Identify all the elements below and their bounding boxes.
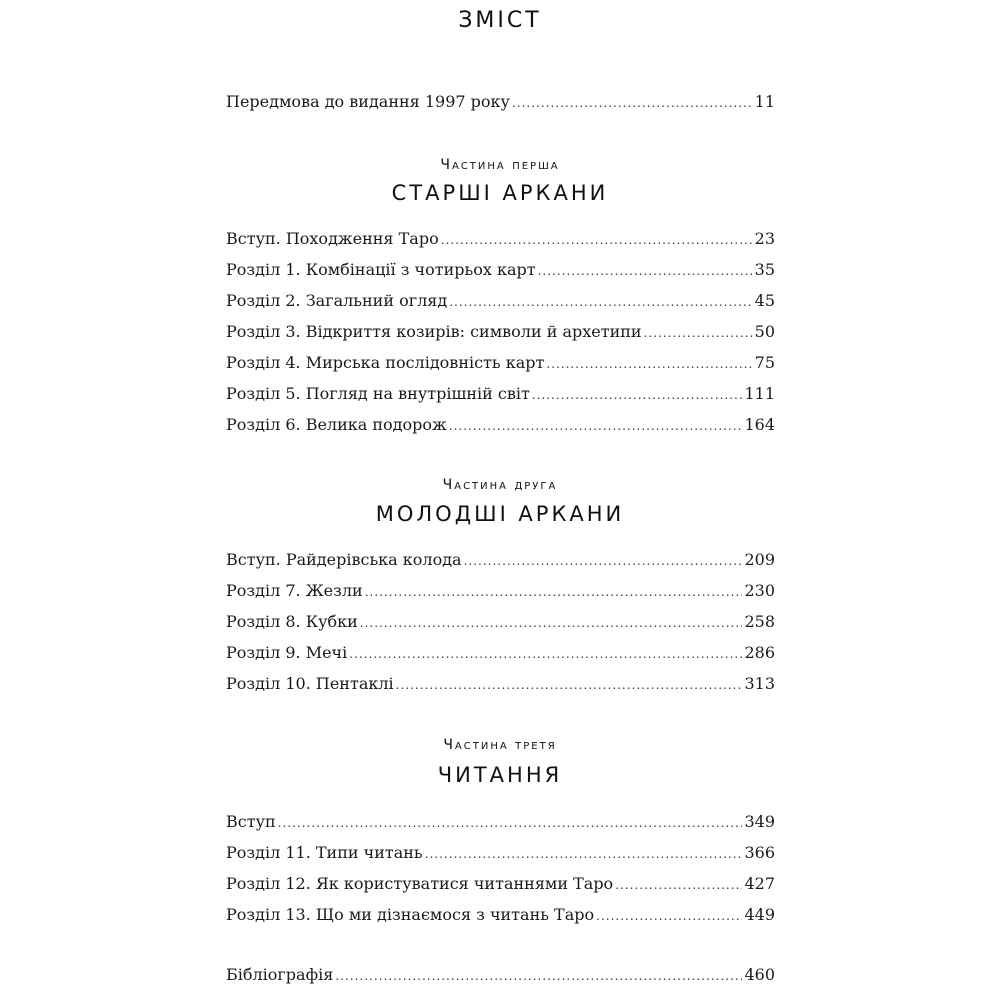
toc-entry[interactable] — [226, 291, 775, 315]
entry-page-number: 427 — [744, 874, 775, 893]
toc-entry[interactable] — [226, 229, 775, 253]
dot-leader — [512, 96, 753, 110]
entry-label: Розділ 6. Велика подорож — [226, 415, 447, 434]
entry-page-number: 460 — [744, 965, 775, 984]
part-title: МОЛОДШІ АРКАНИ — [375, 502, 625, 526]
dot-leader — [349, 647, 742, 661]
entry-label: Розділ 9. Мечі — [226, 643, 348, 662]
dot-leader — [464, 554, 743, 568]
dot-leader — [278, 816, 743, 830]
entry-page-number: 11 — [754, 92, 775, 111]
dot-leader — [449, 419, 743, 433]
entry-page-number: 258 — [744, 612, 775, 631]
entry-label: Розділ 11. Типи читань — [226, 843, 423, 862]
part-title: СТАРШІ АРКАНИ — [391, 181, 609, 205]
entry-page-number: 45 — [754, 291, 775, 310]
entry-page-number: 313 — [744, 674, 775, 693]
entry-page-number: 230 — [744, 581, 775, 600]
dot-leader — [441, 233, 753, 247]
toc-entry[interactable] — [226, 322, 775, 346]
dot-leader — [396, 678, 743, 692]
entry-label: Розділ 13. Що ми дізнаємося з читань Таро — [226, 905, 595, 924]
dot-leader — [596, 909, 742, 923]
part-label: Частина третя — [443, 737, 557, 753]
entry-label: Вступ — [226, 812, 276, 831]
entry-label: Бібліографія — [226, 965, 334, 984]
entry-page-number: 50 — [754, 322, 775, 341]
dot-leader — [425, 847, 743, 861]
part-label: Частина перша — [440, 157, 560, 173]
toc-entry-preface[interactable] — [226, 92, 775, 116]
dot-leader — [335, 969, 742, 983]
toc-entry[interactable] — [226, 874, 775, 898]
entry-page-number: 164 — [744, 415, 775, 434]
entry-label: Розділ 2. Загальний огляд — [226, 291, 448, 310]
toc-entry[interactable] — [226, 550, 775, 574]
entry-page-number: 349 — [744, 812, 775, 831]
part-title: ЧИТАННЯ — [437, 763, 563, 787]
dot-leader — [615, 878, 742, 892]
toc-entry-bibliography[interactable] — [226, 965, 775, 989]
entry-page-number: 75 — [754, 353, 775, 372]
toc-entry[interactable] — [226, 581, 775, 605]
entry-label: Розділ 8. Кубки — [226, 612, 358, 631]
toc-entry[interactable] — [226, 384, 775, 408]
toc-entry[interactable] — [226, 812, 775, 836]
toc-entry[interactable] — [226, 353, 775, 377]
entry-page-number: 286 — [744, 643, 775, 662]
entry-label: Розділ 7. Жезли — [226, 581, 363, 600]
dot-leader — [365, 585, 743, 599]
entry-label: Розділ 4. Мирська послідовність карт — [226, 353, 545, 372]
entry-label: Розділ 3. Відкриття козирів: символи й архетипи — [226, 322, 642, 341]
entry-label: Розділ 12. Як користуватися читаннями Таро — [226, 874, 614, 893]
entry-label: Розділ 5. Погляд на внутрішній світ — [226, 384, 530, 403]
toc-entry[interactable] — [226, 674, 775, 698]
entry-label: Вступ. Походження Таро — [226, 229, 439, 248]
entry-label: Вступ. Райдерівська колода — [226, 550, 462, 569]
toc-entry[interactable] — [226, 905, 775, 929]
dot-leader — [532, 388, 743, 402]
page-title: ЗМІСТ — [458, 8, 542, 33]
part-label: Частина друга — [442, 477, 558, 493]
dot-leader — [360, 616, 743, 630]
entry-page-number: 35 — [754, 260, 775, 279]
toc-entry[interactable] — [226, 260, 775, 284]
toc-entry[interactable] — [226, 612, 775, 636]
entry-label: Розділ 10. Пентаклі — [226, 674, 394, 693]
entry-label: Передмова до видання 1997 року — [226, 92, 510, 111]
entry-page-number: 366 — [744, 843, 775, 862]
dot-leader — [644, 326, 753, 340]
toc-entry[interactable] — [226, 415, 775, 439]
dot-leader — [546, 357, 752, 371]
entry-page-number: 449 — [744, 905, 775, 924]
entry-page-number: 209 — [744, 550, 775, 569]
entry-label: Розділ 1. Комбінації з чотирьох карт — [226, 260, 536, 279]
entry-page-number: 23 — [754, 229, 775, 248]
entry-page-number: 111 — [744, 384, 775, 403]
dot-leader — [538, 264, 753, 278]
dot-leader — [449, 295, 752, 309]
toc-entry[interactable] — [226, 843, 775, 867]
toc-entry[interactable] — [226, 643, 775, 667]
